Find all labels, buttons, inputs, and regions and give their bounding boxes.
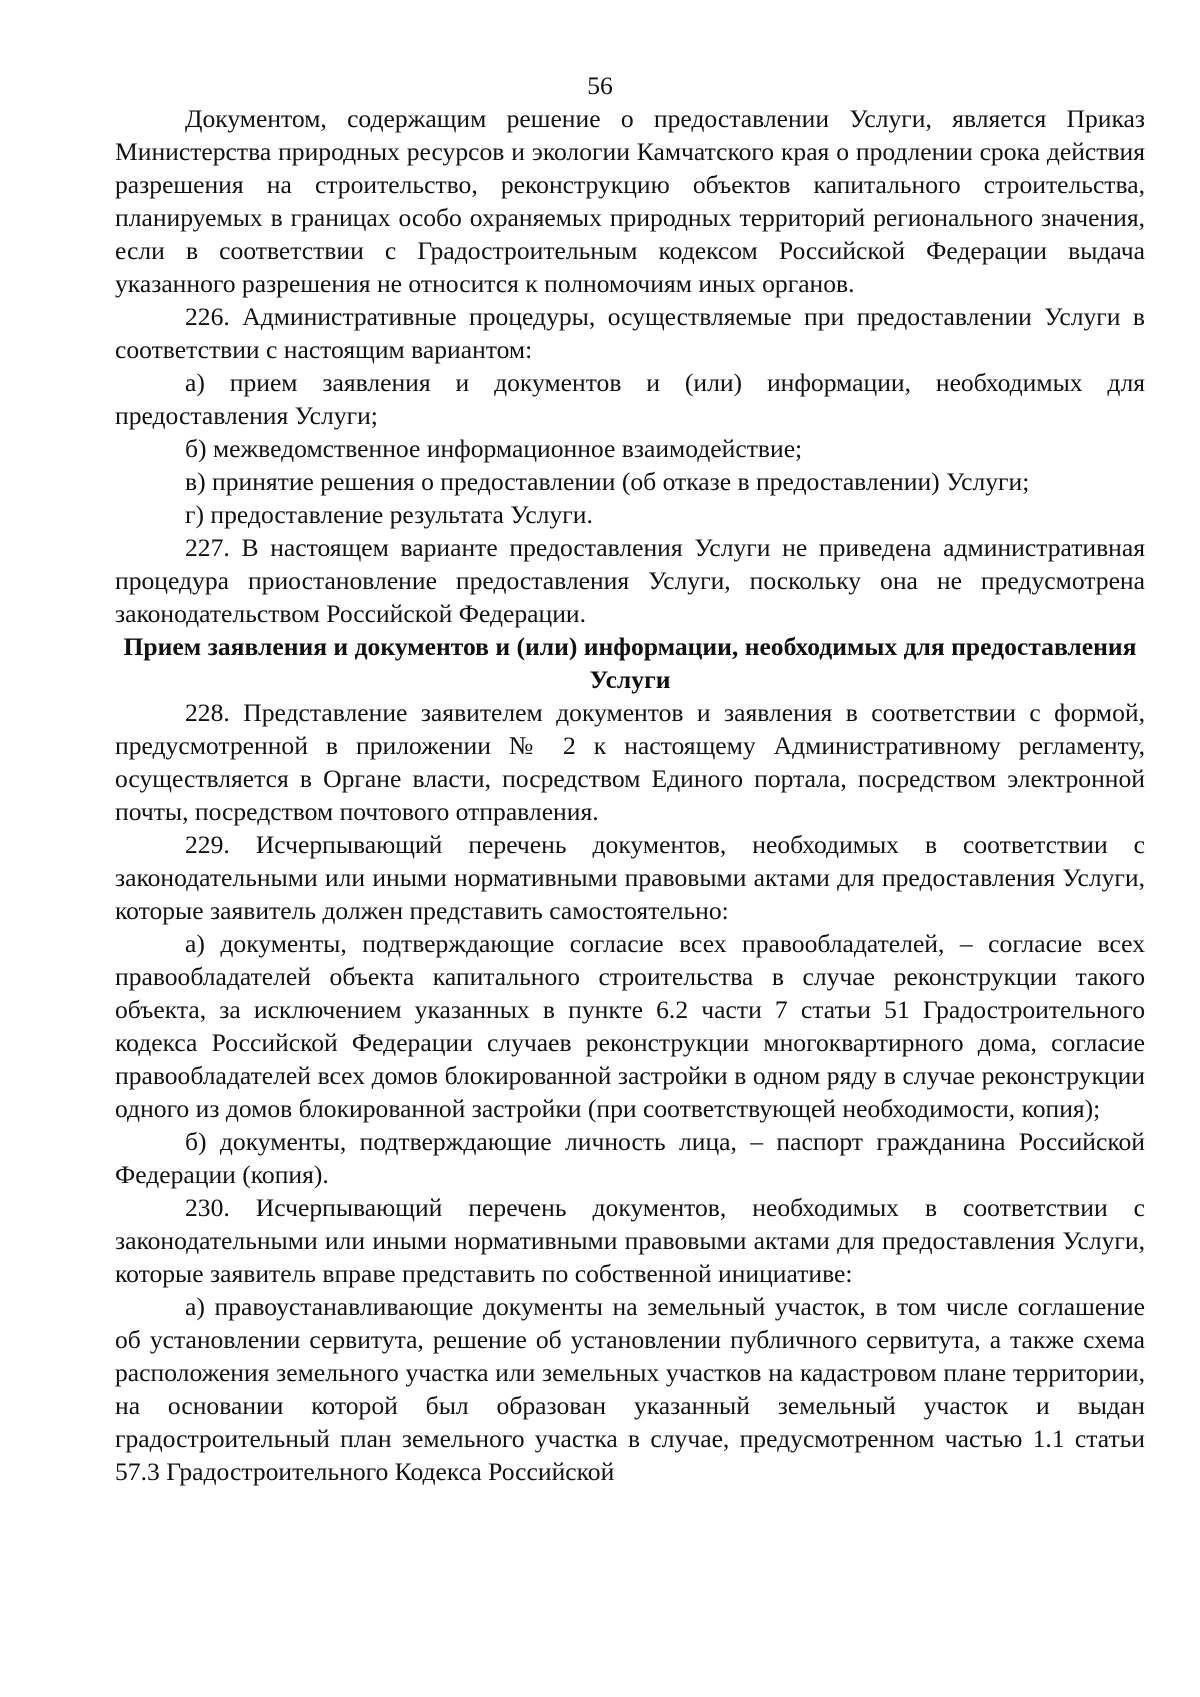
- list-item-230-a: а) правоустанавливающие документы на земельный участок, в том числе соглашение об установлении сервитута, решение об установлении публичного сервитута, а также схема расположения земельного участка или земельных участков на кадастровом плане территории, на основании которой был образован указанный земельный участок и выдан градостроительный план земельного участка в случае, предусмотренном частью 1.1 статьи 57.3 Градостроительного Кодекса Российской: [115, 1292, 1145, 1486]
- list-item-229-a: а) документы, подтверждающие согласие всех правообладателей, – согласие всех правообладателей объекта капитального строительства в случае реконструкции такого объекта, за исключением указанных в пункте 6.2 части 7 статьи 51 Градостроительного кодекса Российской Федерации случаев реконструкции многоквартирного дома, согласие правообладателей всех домов блокированной застройки в одном ряду в случае реконструкции одного из домов блокированной застройки (при соответствующей необходимости, копия);: [115, 929, 1145, 1123]
- page-number: 56: [587, 71, 613, 100]
- list-item-226-b: б) межведомственное информационное взаимодействие;: [185, 434, 803, 463]
- paragraph-result-document: Документом, содержащим решение о предоставлении Услуги, является Приказ Министерства природных ресурсов и экологии Камчатского края о продлении срока действия разрешения на строительство, реконструкцию объектов капитального строительства, планируемых в границах особо охраняемых природных территорий регионального значения, если в соответствии с Градостроительным кодексом Российской Федерации выдача указанного разрешения не относится к полномочиям иных органов.: [115, 104, 1145, 298]
- list-item-226-g: г) предоставление результата Услуги.: [185, 500, 593, 529]
- document-body: [115, 102, 1145, 1488]
- paragraph-226: 226. Административные процедуры, осуществляемые при предоставлении Услуги в соответствии с настоящим вариантом:: [115, 302, 1145, 364]
- paragraph-228: 228. Представление заявителем документов и заявления в соответствии с формой, предусмотренной в приложении № 2 к настоящему Административному регламенту, осуществляется в Органе власти, посредством Единого портала, посредством электронной почты, посредством почтового отправления.: [115, 698, 1145, 826]
- list-item-226-a: а) прием заявления и документов и (или) информации, необходимых для предоставления Услуги;: [115, 368, 1145, 430]
- paragraph-227: 227. В настоящем варианте предоставления Услуги не приведена административная процедура приостановление предоставления Услуги, поскольку она не предусмотрена законодательством Российской Федерации.: [115, 533, 1145, 628]
- list-item-226-v: в) принятие решения о предоставлении (об отказе в предоставлении) Услуги;: [185, 467, 1030, 496]
- paragraph-230: 230. Исчерпывающий перечень документов, необходимых в соответствии с законодательными или иными нормативными правовыми актами для предоставления Услуги, которые заявитель вправе представить по собственной инициативе:: [115, 1193, 1145, 1288]
- paragraph-229: 229. Исчерпывающий перечень документов, необходимых в соответствии с законодательными или иными нормативными правовыми актами для предоставления Услуги, которые заявитель должен представить самостоятельно:: [115, 830, 1145, 925]
- list-item-229-b: б) документы, подтверждающие личность лица, – паспорт гражданина Российской Федерации (копия).: [115, 1127, 1145, 1189]
- section-heading: Прием заявления и документов и (или) информации, необходимых для предоставления Услуги: [123, 632, 1137, 694]
